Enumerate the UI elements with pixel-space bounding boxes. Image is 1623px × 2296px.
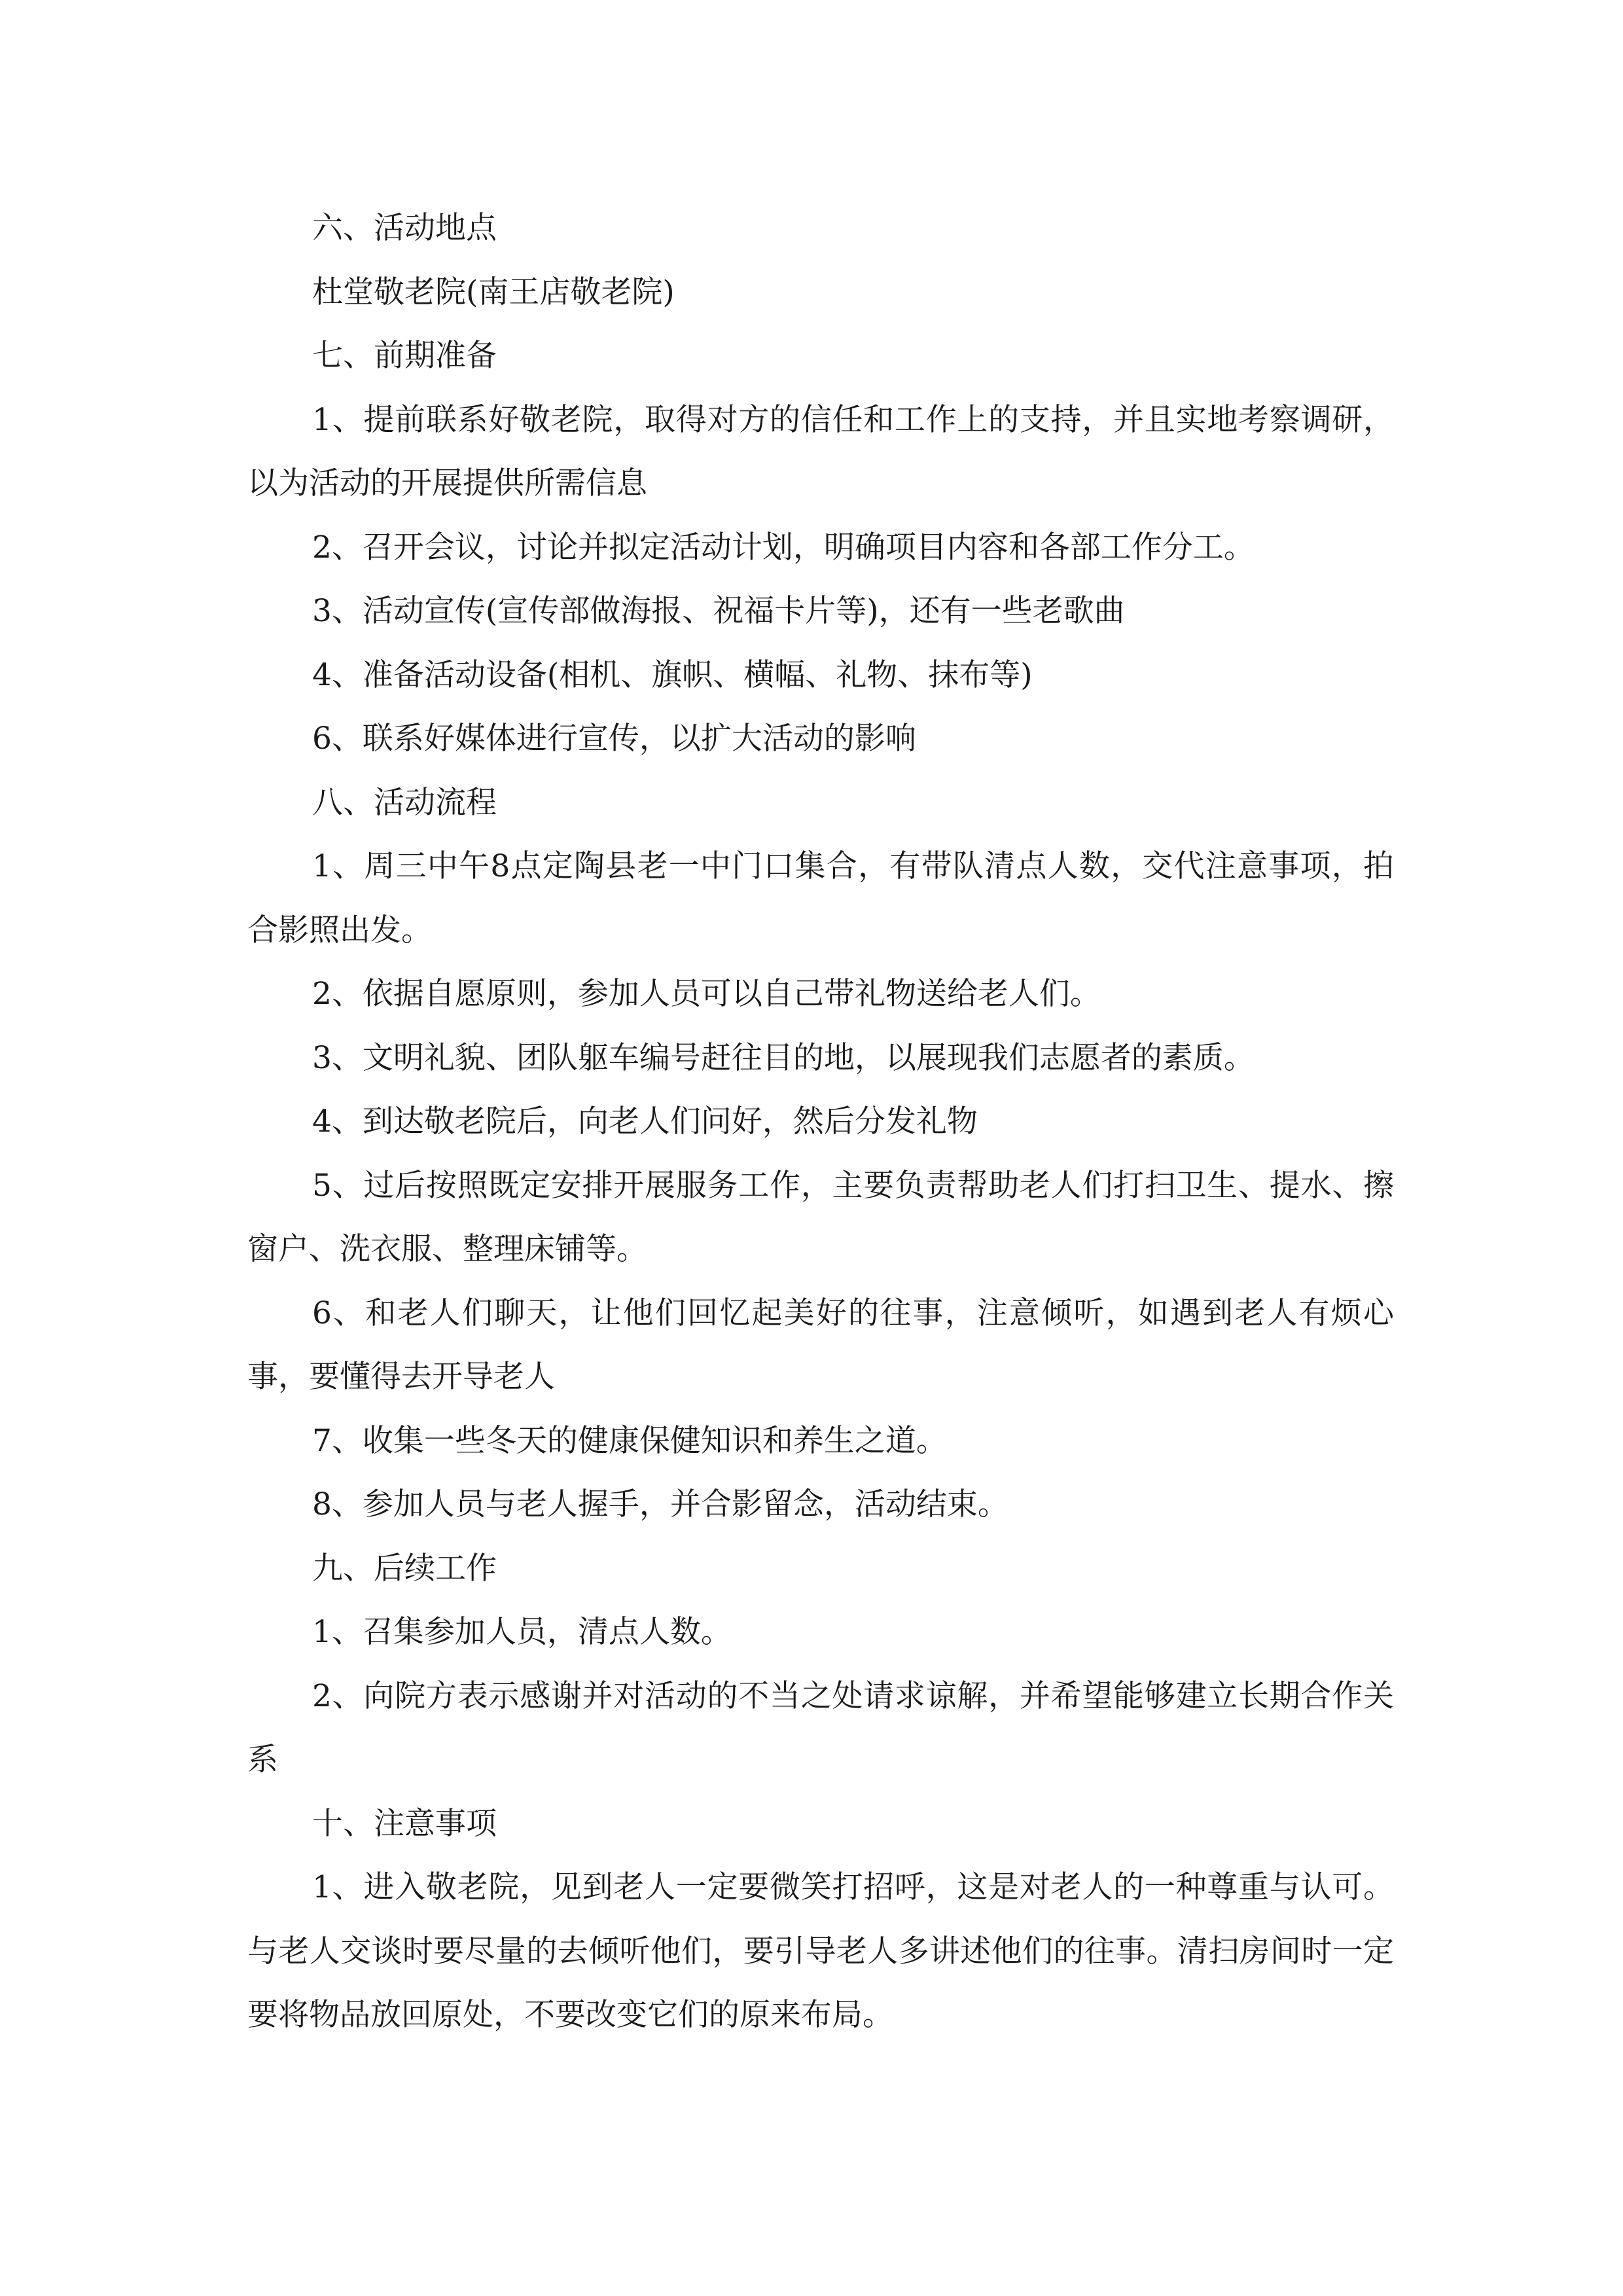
- paragraph: 5、过后按照既定安排开展服务工作，主要负责帮助老人们打扫卫生、提水、擦窗户、洗衣服、整理床铺等。: [247, 1167, 1394, 1267]
- section-heading: 八、活动流程: [312, 784, 497, 821]
- section-heading: 九、后续工作: [312, 1550, 497, 1587]
- paragraph: 1、进入敬老院，见到老人一定要微笑打招呼，这是对老人的一种尊重与认可。与老人交谈时要尽量的去倾听他们，要引导老人多讲述他们的往事。清扫房间时一定要将物品放回原处，不要改变它们的原来布局。: [247, 1869, 1394, 2033]
- paragraph: 6、和老人们聊天，让他们回忆起美好的往事，注意倾听，如遇到老人有烦心事，要懂得去开导老人: [247, 1295, 1394, 1395]
- document-body: [247, 196, 1394, 2047]
- paragraph: 7、收集一些冬天的健康保健知识和养生之道。: [312, 1422, 947, 1459]
- section-heading: 六、活动地点: [312, 210, 497, 246]
- paragraph: 4、到达敬老院后，向老人们问好，然后分发礼物: [312, 1103, 978, 1139]
- paragraph: 2、召开会议，讨论并拟定活动计划，明确项目内容和各部工作分工。: [312, 529, 1255, 565]
- paragraph: 8、参加人员与老人握手，并合影留念，活动结束。: [312, 1486, 1008, 1522]
- paragraph: 2、依据自愿原则，参加人员可以自己带礼物送给老人们。: [312, 976, 1101, 1012]
- paragraph: 1、周三中午8点定陶县老一中门口集合，有带队清点人数，交代注意事项，拍合影照出发。: [247, 848, 1394, 948]
- section-heading: 七、前期准备: [312, 338, 497, 374]
- section-heading: 十、注意事项: [312, 1805, 497, 1842]
- paragraph: 1、召集参加人员，清点人数。: [312, 1614, 732, 1650]
- paragraph: 2、向院方表示感谢并对活动的不当之处请求谅解，并希望能够建立长期合作关系: [247, 1677, 1394, 1778]
- paragraph: 3、文明礼貌、团队躯车编号赶往目的地，以展现我们志愿者的素质。: [312, 1039, 1255, 1076]
- paragraph: 6、联系好媒体进行宣传，以扩大活动的影响: [312, 721, 916, 757]
- paragraph: 杜堂敬老院(南王店敬老院): [312, 274, 675, 310]
- paragraph: 3、活动宣传(宣传部做海报、祝福卡片等)，还有一些老歌曲: [312, 593, 1125, 629]
- paragraph: 4、准备活动设备(相机、旗帜、横幅、礼物、抹布等): [312, 656, 1033, 693]
- paragraph: 1、提前联系好敬老院，取得对方的信任和工作上的支持，并且实地考察调研，以为活动的开展提供所需信息: [247, 401, 1394, 501]
